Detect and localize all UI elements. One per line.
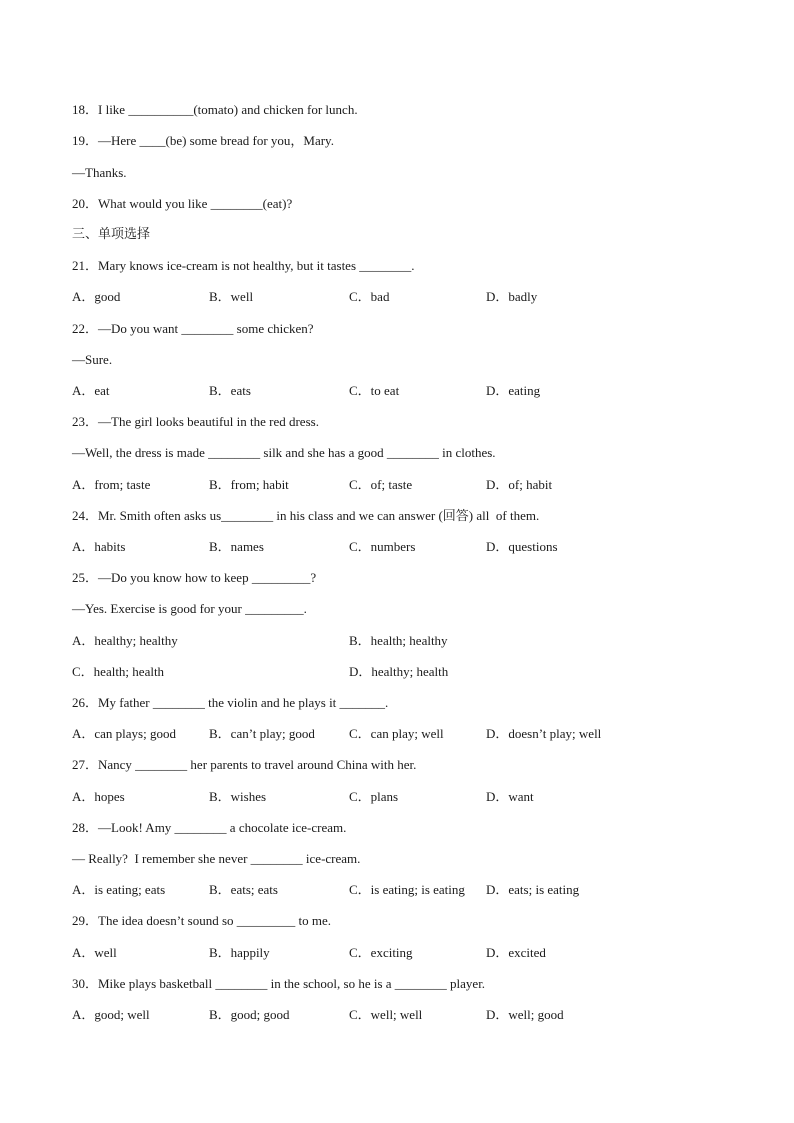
option-a: A．can plays; good (72, 726, 176, 741)
option-c: C．of; taste (349, 477, 413, 492)
option-c: C．well; well (349, 1007, 423, 1022)
option-c: C．is eating; is eating (349, 882, 465, 897)
option-b: B．eats; eats (209, 882, 278, 897)
option-c: C．health; health (72, 664, 165, 679)
section-heading: 三、单项选择 (72, 227, 151, 242)
question-26-options (72, 724, 732, 744)
option-b: B．good; good (209, 1007, 290, 1022)
option-b: B．can’t play; good (209, 726, 315, 741)
option-b: B．well (209, 289, 254, 304)
question-23-reply: —Well, the dress is made ________ silk and she has a good ________ in clothes. (72, 445, 496, 460)
option-a: A．from; taste (72, 477, 151, 492)
option-a: A．well (72, 945, 117, 960)
option-b: B．happily (209, 945, 270, 960)
question-29-options (72, 943, 732, 963)
question-23-options (72, 475, 732, 495)
option-a: A．good; well (72, 1007, 150, 1022)
option-d: D．healthy; health (349, 664, 449, 679)
question-18: 18．I like __________(tomato) and chicken for lunch. (72, 102, 358, 117)
option-d: D．doesn’t play; well (486, 726, 602, 741)
question-25-options-row2 (72, 662, 732, 682)
option-c: C．can play; well (349, 726, 444, 741)
question-19-reply: —Thanks. (72, 165, 127, 180)
question-30: 30．Mike plays basketball ________ in the school, so he is a ________ player. (72, 976, 486, 991)
question-28-reply: — Really? I remember she never ________ ice-cream. (72, 851, 361, 866)
option-d: D．want (486, 789, 534, 804)
option-c: C．plans (349, 789, 399, 804)
option-c: C．numbers (349, 539, 416, 554)
option-d: D．badly (486, 289, 538, 304)
question-21-options (72, 287, 732, 307)
option-b: B．wishes (209, 789, 267, 804)
option-d: D．eats; is eating (486, 882, 580, 897)
question-28-options (72, 880, 732, 900)
option-d: D．well; good (486, 1007, 564, 1022)
question-22-options (72, 381, 732, 401)
question-27: 27．Nancy ________ her parents to travel around China with her. (72, 757, 417, 772)
question-27-options (72, 787, 732, 807)
question-22: 22．—Do you want ________ some chicken? (72, 321, 314, 336)
option-c: C．bad (349, 289, 390, 304)
option-a: A．is eating; eats (72, 882, 166, 897)
option-c: C．exciting (349, 945, 413, 960)
question-25-reply: —Yes. Exercise is good for your _________. (72, 601, 307, 616)
option-a: A．eat (72, 383, 110, 398)
question-19: 19．—Here ____(be) some bread for you，Mary. (72, 133, 334, 148)
question-20: 20．What would you like ________(eat)? (72, 196, 293, 211)
option-a: A．habits (72, 539, 126, 554)
option-d: D．excited (486, 945, 546, 960)
question-29: 29．The idea doesn’t sound so _________ to me. (72, 913, 332, 928)
question-24-options (72, 537, 732, 557)
question-28: 28．—Look! Amy ________ a chocolate ice-cream. (72, 820, 347, 835)
option-a: A．hopes (72, 789, 125, 804)
question-24: 24．Mr. Smith often asks us________ in his class and we can answer (回答) all of them. (72, 508, 540, 523)
question-23: 23．—The girl looks beautiful in the red dress. (72, 414, 319, 429)
option-b: B．health; healthy (349, 633, 448, 648)
question-25: 25．—Do you know how to keep _________? (72, 570, 317, 585)
question-26: 26．My father ________ the violin and he plays it _______. (72, 695, 389, 710)
option-d: D．eating (486, 383, 541, 398)
option-c: C．to eat (349, 383, 400, 398)
option-d: D．questions (486, 539, 558, 554)
option-b: B．from; habit (209, 477, 289, 492)
option-a: A．good (72, 289, 121, 304)
option-d: D．of; habit (486, 477, 553, 492)
option-a: A．healthy; healthy (72, 633, 178, 648)
question-22-reply: —Sure. (72, 352, 113, 367)
question-21: 21．Mary knows ice-cream is not healthy, but it tastes ________. (72, 258, 415, 273)
question-25-options-row1 (72, 631, 732, 651)
option-b: B．eats (209, 383, 251, 398)
option-b: B．names (209, 539, 264, 554)
question-30-options (72, 1005, 732, 1025)
